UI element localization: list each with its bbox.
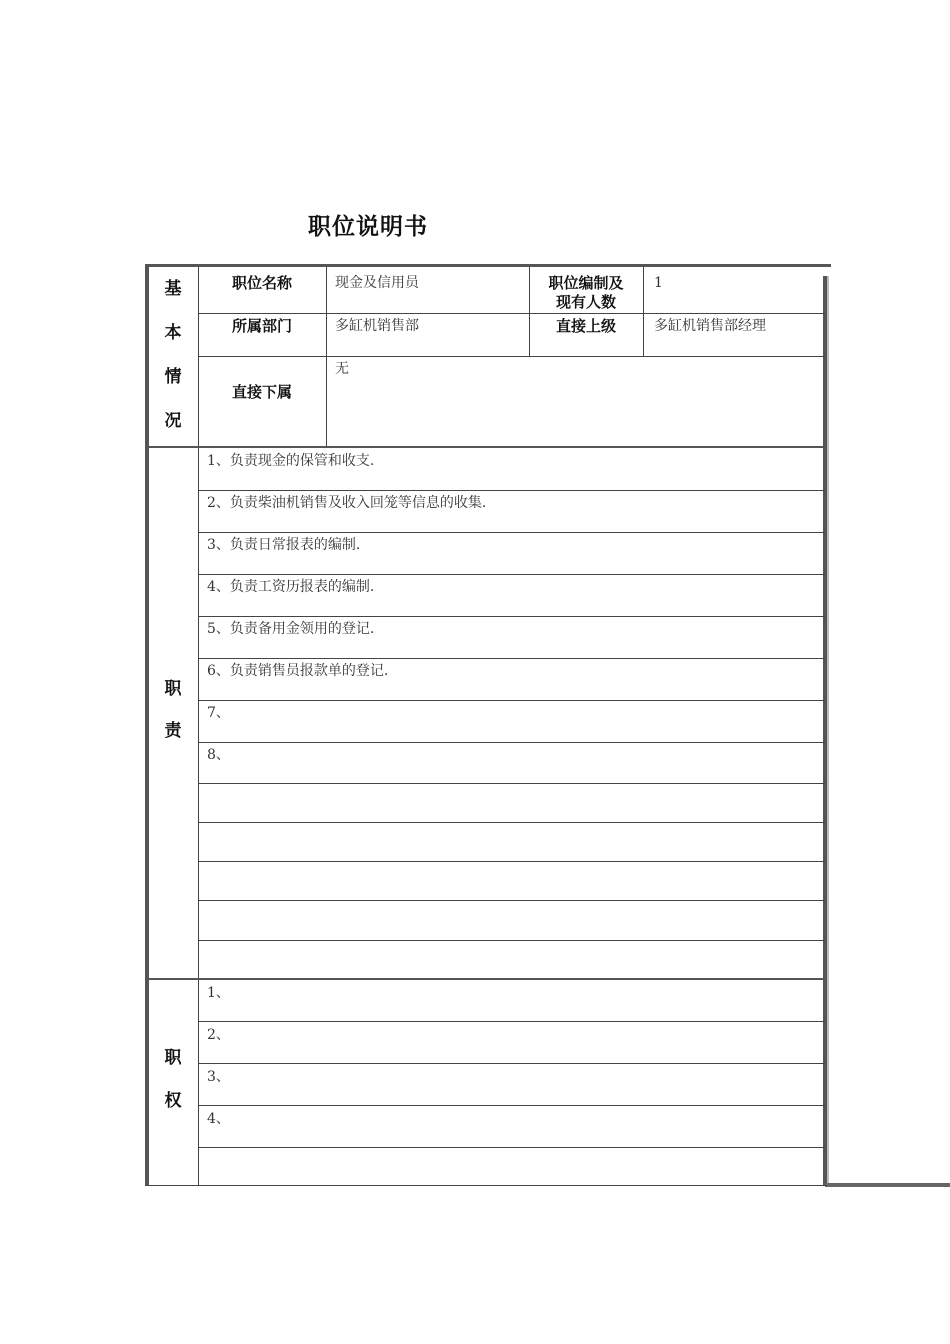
section-label-authority-1: 职 (164, 1048, 182, 1068)
section-column-divider (198, 267, 199, 1186)
duty-item: 7、 (207, 705, 230, 721)
duty-row-line (198, 783, 825, 784)
section-label-duties-1: 职 (164, 679, 182, 699)
duty-item: 3、负责日常报表的编制. (207, 537, 361, 553)
authority-row-line (198, 1063, 825, 1064)
table-border-bottom (145, 1185, 827, 1186)
table-border-right-shadow (827, 276, 829, 1186)
table-border-bottom-extension (825, 1183, 950, 1187)
duty-row-line (198, 658, 825, 659)
position-name-value: 现金及信用员 (335, 275, 419, 291)
department-label: 所属部门 (231, 317, 292, 335)
table-border-left (145, 264, 149, 1186)
duty-row-line (198, 616, 825, 617)
authority-item: 3、 (207, 1069, 230, 1085)
basic-info-divider-2 (529, 267, 530, 356)
duty-row-line (198, 940, 825, 941)
duty-row-line (198, 490, 825, 491)
supervisor-value: 多缸机销售部经理 (654, 318, 766, 334)
duty-item: 6、负责销售员报款单的登记. (207, 663, 389, 679)
duty-row-line (198, 700, 825, 701)
subordinates-value: 无 (335, 361, 349, 377)
table-border-top (145, 264, 831, 267)
section-label-basic-3: 情 (164, 367, 182, 387)
section-label-basic-2: 本 (164, 323, 182, 343)
headcount-value: 1 (654, 275, 663, 291)
duty-row-line (198, 861, 825, 862)
duty-item: 8、 (207, 747, 230, 763)
section-label-basic-4: 况 (164, 411, 182, 431)
basic-info-row-line-2 (198, 356, 825, 357)
duty-item: 5、负责备用金领用的登记. (207, 621, 375, 637)
duty-row-line (198, 532, 825, 533)
basic-info-divider-3 (643, 267, 644, 356)
duty-item: 2、负责柴油机销售及收入回笼等信息的收集. (207, 495, 487, 511)
duty-row-line (198, 822, 825, 823)
section-separator-basic-duties (149, 446, 825, 448)
authority-row-line (198, 1021, 825, 1022)
position-name-label: 职位名称 (231, 274, 292, 292)
subordinates-label: 直接下属 (231, 383, 292, 401)
supervisor-label: 直接上级 (555, 317, 616, 335)
duty-row-line (198, 742, 825, 743)
basic-info-row-line-1 (198, 313, 825, 314)
section-label-authority-2: 权 (164, 1091, 182, 1111)
section-separator-duties-authority (149, 978, 825, 980)
authority-row-line (198, 1147, 825, 1148)
headcount-label-line2: 现有人数 (555, 293, 616, 311)
duty-row-line (198, 574, 825, 575)
duty-item: 4、负责工资历报表的编制. (207, 579, 375, 595)
authority-row-line (198, 1105, 825, 1106)
duty-item: 1、负责现金的保管和收支. (207, 453, 375, 469)
section-label-duties-2: 责 (164, 721, 182, 741)
authority-item: 1、 (207, 985, 230, 1001)
section-label-basic-1: 基 (164, 279, 182, 299)
page-title: 职位说明书 (308, 214, 428, 240)
authority-item: 4、 (207, 1111, 230, 1127)
basic-info-divider-1 (326, 267, 327, 447)
authority-item: 2、 (207, 1027, 230, 1043)
headcount-label-line1: 职位编制及 (548, 274, 624, 292)
duty-row-line (198, 900, 825, 901)
department-value: 多缸机销售部 (335, 318, 419, 334)
